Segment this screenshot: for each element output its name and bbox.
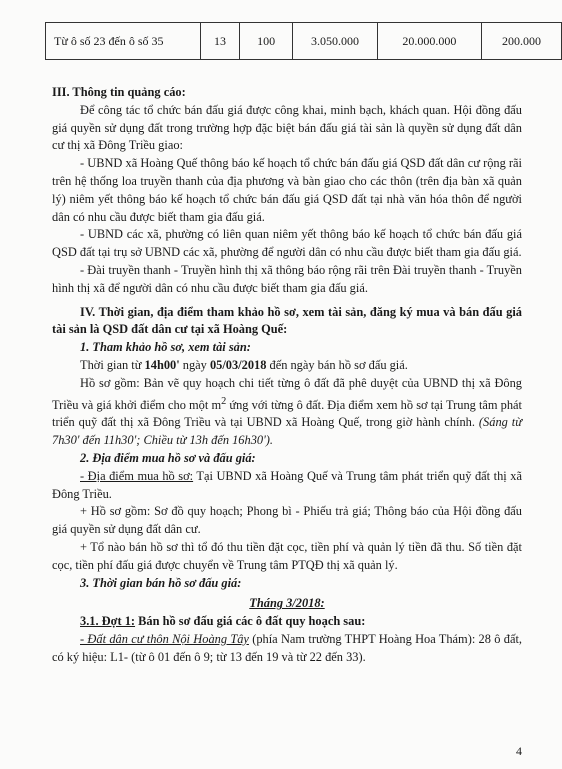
price-table [45,22,562,60]
document-body [52,84,522,667]
purchase-documents: + Hồ sơ gồm: Sơ đồ quy hoạch; Phong bì - Phiếu trả giá; Thông báo của Hội đồng đấu giá quyền sử dụng đất dân cư. [52,504,522,537]
month-heading: Tháng 3/2018: [249,596,325,611]
table-cell-fee: 200.000 [482,23,562,60]
deposit-fees: + Tổ nào bán hồ sơ thì tổ đó thu tiền đặt cọc, tiền phí và quản lý tiền đã thu. Số tiền đặt cọc, tiền phí đấu giá được chuyển về Trung tâm PTQĐ thị xã quản lý. [52,540,522,572]
purchase-location: - Địa điểm mua hồ sơ: Tại UBND xã Hoàng Quế và Trung tâm phát triển quỹ đất thị xã Đông Triều. [52,468,522,501]
table-cell-range: Từ ô số 23 đến ô số 35 [46,23,201,60]
table-cell-count: 13 [200,23,239,60]
viewing-documents: Hồ sơ gồm: Bản vẽ quy hoạch chi tiết từng ô đất đã phê duyệt của UBND thị xã Đông Triều và giá khởi điểm cho một $m^2$ ứng với từng ô đất. Địa điểm xem hồ sơ tại Trung tâm phát triển quỹ đất thị xã Đông Triều và tại UBND xã Hoàng Quế, trong giờ hành chính. (Sáng từ 7h30' đến 11h30'; Chiều từ 13h đến 16h30'). [52,375,522,448]
table-cell-deposit: 20.000.000 [377,23,481,60]
phase-1-heading: 3.1. Đợt 1: Bán hồ sơ đấu giá các ô đất quy hoạch sau: [80,614,366,629]
section-3-heading: III. Thông tin quảng cáo: [52,85,186,99]
table-row [46,23,562,60]
page-number: 4 [516,744,522,758]
land-area-item: - Đất dân cư thôn Nội Hoàng Tây (phía Nam trường THPT Hoàng Hoa Thám): 28 ô đất, có ký hiệu: L1- (từ ô 01 đến ô 9; từ 13 đến 19 và từ 22 đến 33). [52,632,522,664]
section-4-heading: IV. Thời gian, địa điểm tham khảo hồ sơ, xem tài sản, đăng ký mua và bán đấu giá tài sản là QSD đất dân cư tại xã Hoàng Quế: [52,304,522,337]
subsection-3-heading: 3. Thời gian bán hồ sơ đấu giá: [80,575,242,590]
subsection-1-heading: 1. Tham khảo hồ sơ, xem tài sản: [80,340,251,355]
section-3-item-2: - UBND các xã, phường có liên quan niêm yết thông báo kế hoạch tổ chức bán đấu giá QSD đất tại trụ sở UBND các xã, phường để người dân có nhu cầu được biết tham gia đấu giá. [52,227,522,260]
table-cell-unit-price: 3.050.000 [293,23,378,60]
section-3-intro: Để công tác tổ chức bán đấu giá được công khai, minh bạch, khách quan. Hội đồng đấu giá quyền sử dụng đất trong trường hợp đặc biệt bán đấu giá tài sản là quyền sử dụng đất dân cư thị xã Đông Triều giao: [52,102,522,153]
table-cell-area: 100 [240,23,293,60]
section-3-item-1: - UBND xã Hoàng Quế thông báo kế hoạch tổ chức bán đấu giá QSD đất dân cư rộng rãi trên hệ thống loa truyền thanh của địa phương và bàn giao cho các thôn (trên địa bàn xã quản lý) niêm yết thông báo kế hoạch tổ chức bán đấu giá QSD đất tại nhà văn hóa thôn để người dân có nhu cầu được biết tham gia đấu giá. [52,156,522,224]
viewing-time: Thời gian từ 14h00' ngày 05/03/2018 đến ngày bán hồ sơ đấu giá. [80,357,408,372]
subsection-2-heading: 2. Địa điểm mua hồ sơ và đấu giá: [80,451,256,466]
section-3-item-3: - Đài truyền thanh - Truyền hình thị xã thông báo rộng rãi trên Đài truyền thanh - Truyền hình thị xã để người dân có nhu cầu được biết tham gia đấu giá. [52,262,522,295]
